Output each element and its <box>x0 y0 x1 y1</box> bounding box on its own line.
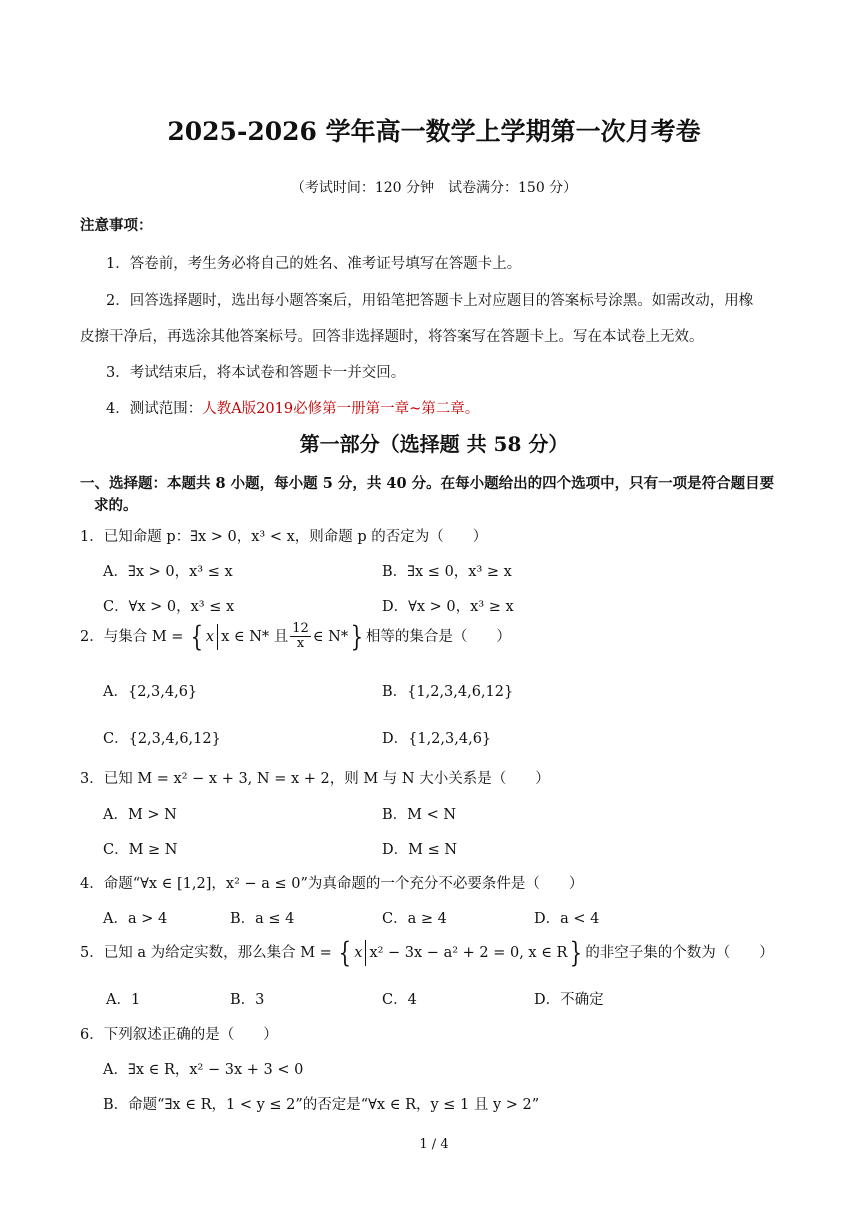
q3-option-c: C．M ≥ N <box>103 842 178 858</box>
question-3-stem: 3．已知 M = x² − x + 3, N = x + 2，则 M 与 N 大小关系是（ ） <box>80 771 550 787</box>
exam-title: 2025-2026 学年高一数学上学期第一次月考卷 <box>167 117 701 146</box>
notice-item-2-line-2: 皮擦干净后，再选涂其他答案标号。回答非选择题时，将答案写在答题卡上。写在本试卷上无效。 <box>80 329 704 345</box>
question-1-stem: 1．已知命题 p：∃x > 0，x³ < x，则命题 p 的否定为（ ） <box>80 529 488 545</box>
notice-item-2-line-1: 2．回答选择题时，选出每小题答案后，用铅笔把答题卡上对应题目的答案标号涂黑。如需改动，用橡 <box>106 293 754 309</box>
notice-item-4 <box>106 397 479 418</box>
q4-option-b: B．a ≤ 4 <box>230 911 295 927</box>
q2-option-c: C．{2,3,4,6,12} <box>103 731 221 747</box>
q5-option-b: B．3 <box>230 992 265 1008</box>
notice-item-1: 1．答卷前，考生务必将自己的姓名、准考证号填写在答题卡上。 <box>106 256 522 272</box>
right-brace: } <box>350 619 364 653</box>
q4-option-a: A．a > 4 <box>103 911 168 927</box>
exam-subtitle: （考试时间：120 分钟 试卷满分：150 分） <box>290 180 578 196</box>
q3-option-d: D．M ≤ N <box>382 842 458 858</box>
part1-desc-line-1: 一、选择题：本题共 8 小题，每小题 5 分，共 40 分。在每小题给出的四个选项中，只有一项是符合题目要 <box>80 475 775 492</box>
q2-stem-suffix: 相等的集合是（ ） <box>365 628 511 645</box>
notice-item-4-prefix: 4．测试范围： <box>106 401 203 417</box>
q2-option-a: A．{2,3,4,6} <box>103 684 198 700</box>
q5-set-cond: x² − 3x − a² + 2 = 0, x ∈ R <box>369 945 568 961</box>
notice-heading: 注意事项： <box>80 217 153 234</box>
q2-set-cond-a: x ∈ N* 且 <box>221 628 289 645</box>
q1-option-d: D．∀x > 0，x³ ≥ x <box>382 599 514 615</box>
set-divider <box>365 940 366 966</box>
q2-frac-den: x <box>296 636 305 652</box>
q5-stem-suffix: 的非空子集的个数为（ ） <box>585 945 774 961</box>
question-2-stem <box>80 619 511 653</box>
right-brace: } <box>570 936 583 969</box>
left-brace: { <box>190 619 204 653</box>
q6-option-b: B．命题“∃x ∈ R，1 < y ≤ 2”的否定是“∀x ∈ R，y ≤ 1 且 y > 2” <box>103 1097 540 1113</box>
q1-option-a: A．∃x > 0，x³ ≤ x <box>103 564 233 580</box>
q2-set-cond-b: ∈ N* <box>312 628 349 645</box>
test-range: 人教A版2019必修第一册第一章~第二章。 <box>202 401 480 417</box>
q5-set-var: x <box>354 945 363 961</box>
question-5-stem <box>80 936 774 969</box>
q2-set-var: x <box>205 628 215 645</box>
q5-option-d: D．不确定 <box>534 992 604 1008</box>
question-4-stem: 4．命题“∀x ∈ [1,2]，x² − a ≤ 0”为真命题的一个充分不必要条件是（ ） <box>80 876 584 892</box>
q5-stem-prefix: 5．已知 a 为给定实数，那么集合 M = <box>80 945 332 961</box>
question-6-stem: 6．下列叙述正确的是（ ） <box>80 1027 278 1043</box>
q2-stem-prefix: 2．与集合 M = <box>80 628 184 645</box>
q3-option-b: B．M < N <box>382 807 457 823</box>
notice-item-3: 3．考试结束后，将本试卷和答题卡一并交回。 <box>106 365 406 381</box>
section-title: 第一部分（选择题 共 58 分） <box>299 432 569 456</box>
q2-fraction <box>290 622 311 652</box>
q1-option-c: C．∀x > 0，x³ ≤ x <box>103 599 235 615</box>
q2-option-b: B．{1,2,3,4,6,12} <box>382 684 514 700</box>
page-number: 1 / 4 <box>419 1137 449 1152</box>
q2-frac-num: 12 <box>292 621 309 636</box>
set-divider <box>217 624 218 650</box>
q1-option-b: B．∃x ≤ 0，x³ ≥ x <box>382 564 512 580</box>
q5-option-a: A．1 <box>106 992 141 1008</box>
left-brace: { <box>339 936 352 969</box>
q6-option-a: A．∃x ∈ R，x² − 3x + 3 < 0 <box>103 1062 304 1078</box>
q4-option-c: C．a ≥ 4 <box>382 911 447 927</box>
q4-option-d: D．a < 4 <box>534 911 600 927</box>
q5-option-c: C．4 <box>382 992 417 1008</box>
q3-option-a: A．M > N <box>103 807 177 823</box>
q2-option-d: D．{1,2,3,4,6} <box>382 731 492 747</box>
part1-desc-line-2: 求的。 <box>94 497 138 514</box>
